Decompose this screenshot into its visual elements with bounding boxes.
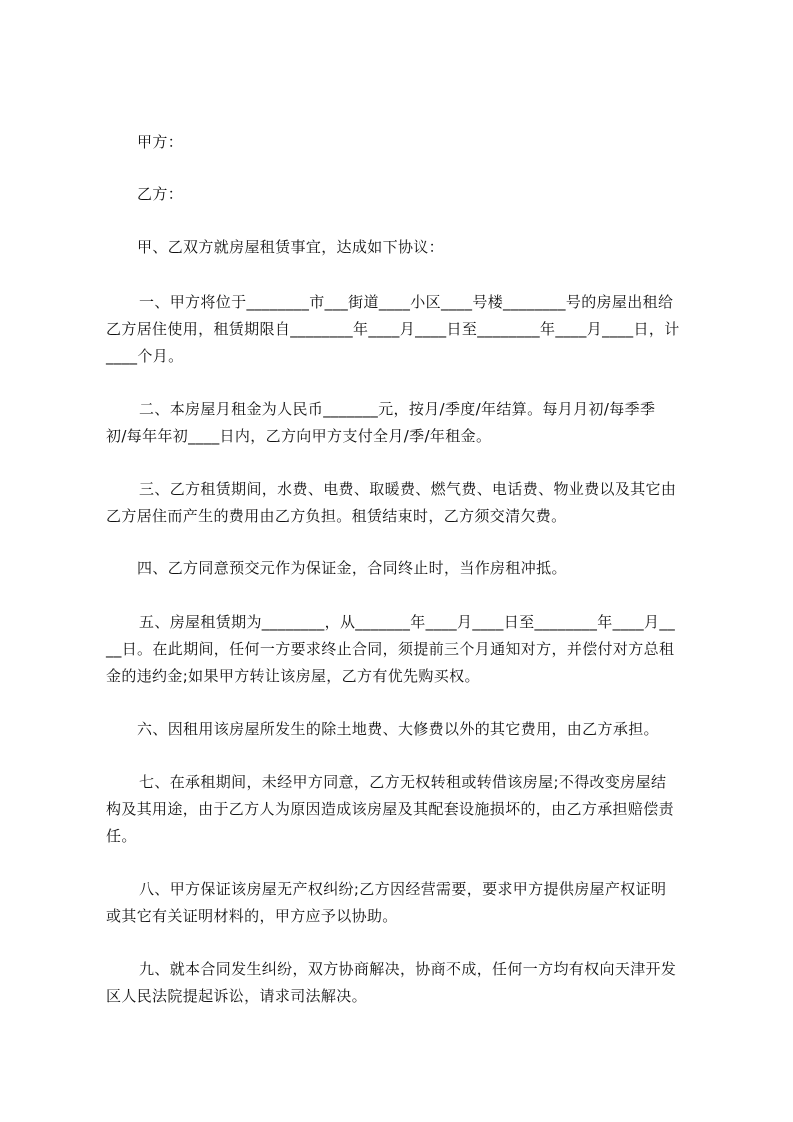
clause9-line2: 区人民法院提起诉讼，请求司法解决。 (106, 987, 367, 1005)
clause4-line1: 四、乙方同意预交元作为保证金，合同终止时，当作房租冲抵。 (137, 559, 567, 577)
clause8-line2: 或其它有关证明材料的，甲方应予以协助。 (106, 907, 398, 925)
clause7-line1: 七、在承租期间，未经甲方同意，乙方无权转租或转借该房屋;不得改变房屋结 (139, 773, 667, 791)
party-a-label: 甲方： (137, 133, 184, 151)
clause2-line2: 初/每年年初____日内，乙方向甲方支付全月/季/年租金。 (106, 427, 492, 445)
clause3-line1: 三、乙方租赁期间，水费、电费、取暖费、燃气费、电话费、物业费以及其它由 (139, 480, 677, 498)
clause8-line1: 八、甲方保证该房屋无产权纠纷;乙方因经营需要，要求甲方提供房屋产权证明 (139, 880, 667, 898)
clause2-line1: 二、本房屋月租金为人民币_______元，按月/季度/年结算。每月月初/每季季 (139, 400, 656, 418)
clause3-line2: 乙方居住而产生的费用由乙方负担。租赁结束时，乙方须交清欠费。 (106, 507, 567, 525)
party-b-label: 乙方： (137, 185, 184, 203)
clause7-line3: 任。 (106, 827, 137, 845)
clause5-line2: __日。在此期间，任何一方要求终止合同，须提前三个月通知对方，并偿付对方总租 (106, 640, 675, 658)
clause5-line1: 五、房屋租赁期为________，从_______年____月____日至________年____月__ (139, 613, 676, 631)
clause9-line1: 九、就本合同发生纠纷，双方协商解决，协商不成，任何一方均有权向天津开发 (139, 960, 677, 978)
clause1-line3: ____个月。 (106, 347, 184, 365)
clause5-line3: 金的违约金;如果甲方转让该房屋，乙方有优先购买权。 (106, 667, 480, 685)
intro-paragraph: 甲、乙双方就房屋租赁事宜，达成如下协议： (137, 238, 445, 256)
clause7-line2: 构及其用途，由于乙方人为原因造成该房屋及其配套设施损坏的，由乙方承担赔偿责 (106, 800, 674, 818)
clause1-line2: 乙方居住使用，租赁期限自________年____月____日至________年____月____日，计 (106, 320, 680, 338)
clause1-line1: 一、甲方将位于________市___街道____小区____号楼________号的房屋出租给 (139, 293, 674, 311)
clause6-line1: 六、因租用该房屋所发生的除土地费、大修费以外的其它费用，由乙方承担。 (137, 720, 659, 738)
